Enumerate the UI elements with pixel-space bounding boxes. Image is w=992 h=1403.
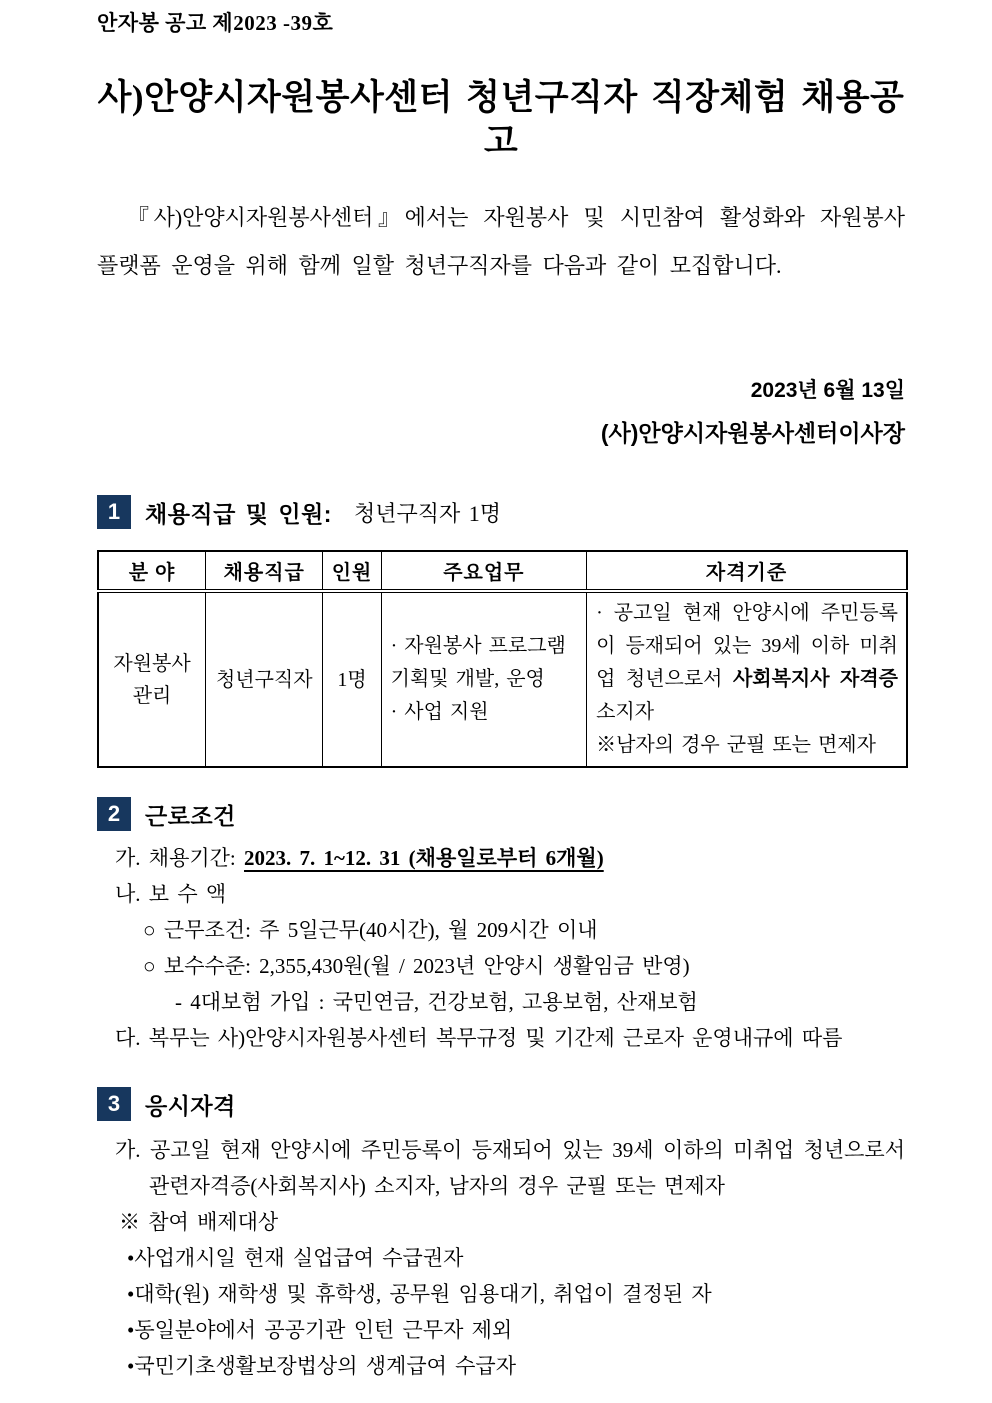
salary-level-line: ○ 보수수준: 2,355,430원(월 / 2023년 안양시 생활임금 반영) [143,954,690,978]
cell-duties [381,591,586,767]
salary-heading-line: 나. 보 수 액 [115,882,227,906]
issuer-name: (사)안양시자원봉사센터이사장 [600,420,905,446]
duties-line-3: · 사업 지원 [390,701,489,723]
work-conditions-line: ○ 근무조건: 주 5일근무(40시간), 월 209시간 이내 [143,918,598,942]
employment-period-value: 2023. 7. 1~12. 31 (채용일로부터 6개월) [244,846,604,870]
section-3-title: 응시자격 [145,1092,236,1119]
exclusion-item-3: •동일분야에서 공공기관 인턴 근무자 제외 [127,1318,513,1342]
section-3-body [97,1132,905,1384]
exclusion-item-2: •대학(원) 재학생 및 휴학생, 공무원 임용대기, 취업이 결정된 자 [127,1282,712,1306]
section-2-title: 근로조건 [145,802,236,829]
eligibility-line-2: 관련자격증(사회복지사) 소지자, 남자의 경우 군필 또는 면제자 [149,1174,725,1198]
table-row [98,591,907,767]
qualification-bold-text: 사회복지사 자격증 [732,668,898,690]
qualification-note: ※남자의 경우 군필 또는 면제자 [596,734,876,756]
signature-block [97,378,905,448]
recruitment-table [97,550,908,768]
announcement-date: 2023년 6월 13일 [750,379,905,402]
section-1-heading [97,494,905,530]
col-header-duties: 주요업무 [381,551,586,591]
employment-period-label: 가. 채용기간: [115,846,245,870]
col-header-position: 채용직급 [206,551,323,591]
duties-line-1: · 자원봉사 프로그램 [390,635,566,657]
cell-headcount: 1명 [323,591,381,767]
exclusion-item-4: •국민기초생활보장법상의 생계급여 수급자 [127,1354,516,1378]
doc-number: 안자봉 공고 제2023 -39호 [97,11,334,35]
cell-field [98,591,206,767]
cell-qualification [587,591,907,767]
section-2-body [97,840,905,1056]
section-1-title: 채용직급 및 인원: [145,500,332,527]
intro-line-1: 『사)안양시자원봉사센터』에서는 자원봉사 및 시민참여 활성화와 자원봉사 [127,205,905,230]
section-3-heading [97,1086,905,1122]
qualification-paragraph [596,597,898,729]
insurance-line: - 4대보험 가입 : 국민연금, 건강보험, 고용보험, 산재보험 [175,990,698,1014]
col-header-field: 분 야 [98,551,206,591]
service-rules-line: 다. 복무는 사)안양시자원봉사센터 복무규정 및 기간제 근로자 운영내규에 따름 [115,1026,843,1050]
section-3-number-badge: 3 [97,1087,131,1121]
cell-position: 청년구직자 [206,591,323,767]
section-2-number-badge: 2 [97,797,131,831]
col-header-qualification: 자격기준 [587,551,907,591]
intro-paragraph [97,194,905,290]
exclusion-title: ※ 참여 배제대상 [119,1210,279,1234]
col-header-headcount: 인원 [323,551,381,591]
section-1-number-badge: 1 [97,495,131,529]
employment-period-line [97,840,905,876]
table-header-row [98,551,907,591]
eligibility-line-1: 가. 공고일 현재 안양시에 주민등록이 등재되어 있는 39세 이하의 미취업 청년으로서 [115,1138,905,1162]
duties-line-2: 기획및 개발, 운영 [390,668,545,690]
intro-line-2: 플랫폼 운영을 위해 함께 일할 청년구직자를 다음과 같이 모집합니다. [97,253,782,278]
qualification-text-2: 소지자 [596,701,655,723]
exclusion-item-1: •사업개시일 현재 실업급여 수급권자 [127,1246,464,1270]
qualification-text-1: · 공고일 현재 안양시에 주민등록이 등재되어 있는 39세 이하 미취업 청년으로서 [596,602,898,690]
cell-field-line-2: 관리 [132,684,172,707]
section-2-heading [97,796,905,832]
doc-title: 사)안양시자원봉사센터 청년구직자 직장체험 채용공고 [97,78,905,161]
section-1-subtitle: 청년구직자 1명 [353,500,501,526]
cell-field-line-1: 자원봉사 [113,652,191,675]
